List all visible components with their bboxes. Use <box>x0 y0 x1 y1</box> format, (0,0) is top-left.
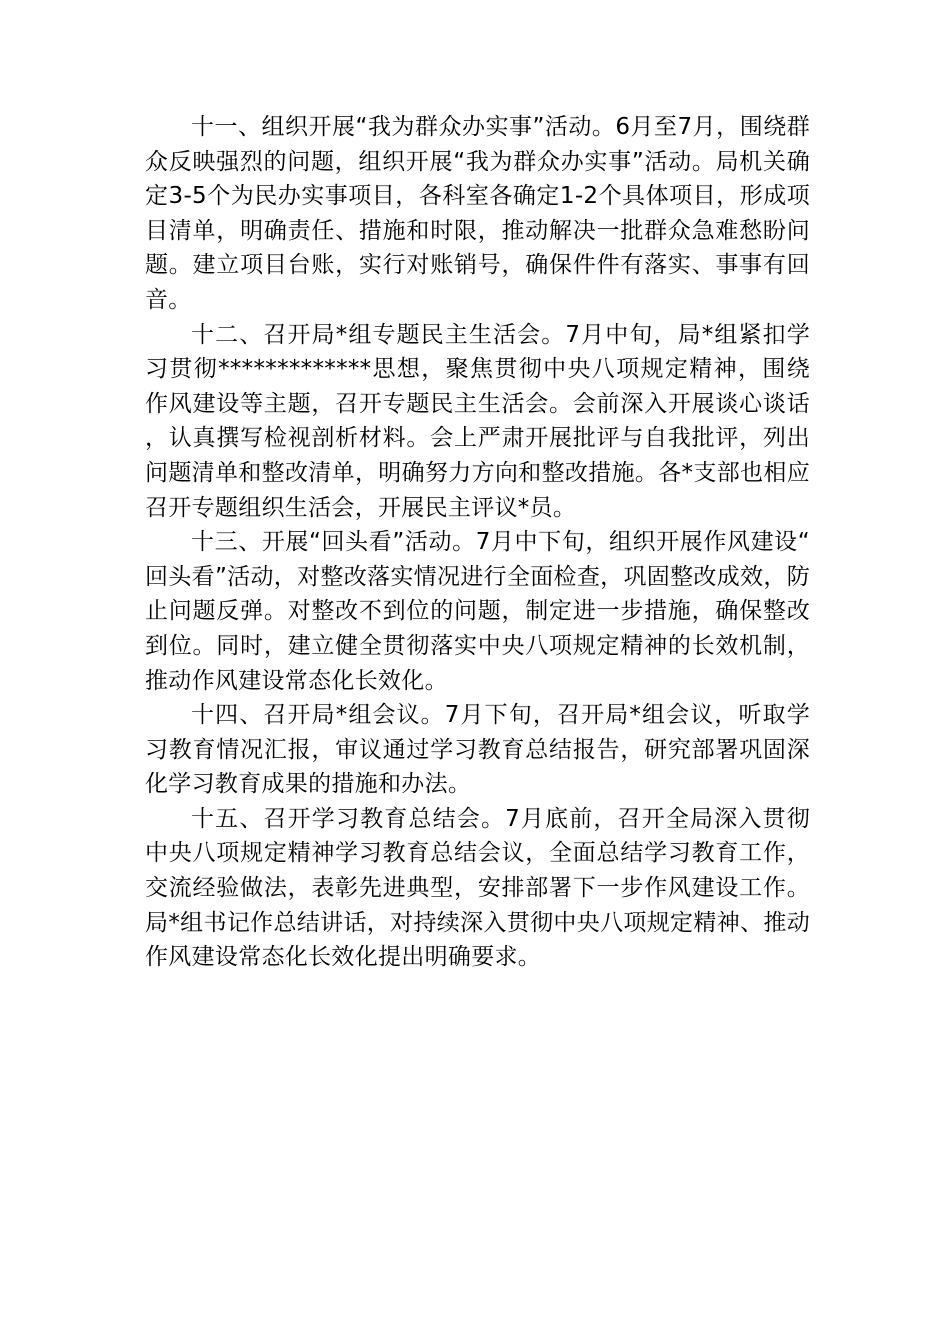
paragraph-15: 十五、召开学习教育总结会。7月底前，召开全局深入贯彻中央八项规定精神学习教育总结会议，全面总结学习教育工作，交流经验做法，表彰先进典型，安排部署下一步作风建设工作。局*组书记作总结讲话，对持续深入贯彻中央八项规定精神、推动作风建设常态化长效化提出明确要求。 <box>145 805 810 971</box>
document-body <box>145 110 810 975</box>
paragraph-11: 十一、组织开展“我为群众办实事”活动。6月至7月，围绕群众反映强烈的问题，组织开展“我为群众办实事”活动。局机关确定3-5个为民办实事项目，各科室各确定1-2个具体项目，形成项目清单，明确责任、措施和时限，推动解决一批群众急难愁盼问题。建立项目台账，实行对账销号，确保件件有落实、事事有回音。 <box>145 114 810 313</box>
paragraph-13: 十三、开展“回头看”活动。7月中下旬，组织开展作风建设“回头看”活动，对整改落实情况进行全面检查，巩固整改成效，防止问题反弹。对整改不到位的问题，制定进一步措施，确保整改到位。同时，建立健全贯彻落实中央八项规定精神的长效机制，推动作风建设常态化长效化。 <box>145 529 810 694</box>
paragraph-12: 十二、召开局*组专题民主生活会。7月中旬，局*组紧扣学习贯彻*************思想，聚焦贯彻中央八项规定精神，围绕作风建设等主题，召开专题民主生活会。会前深入开展谈心谈话，认真撰写检视剖析材料。会上严肃开展批评与自我批评，列出问题清单和整改清单，明确努力方向和整改措施。各*支部也相应召开专题组织生活会，开展民主评议*员。 <box>145 321 810 521</box>
paragraph-14: 十四、召开局*组会议。7月下旬，召开局*组会议，听取学习教育情况汇报，审议通过学习教育总结报告，研究部署巩固深化学习教育成果的措施和办法。 <box>145 702 810 798</box>
